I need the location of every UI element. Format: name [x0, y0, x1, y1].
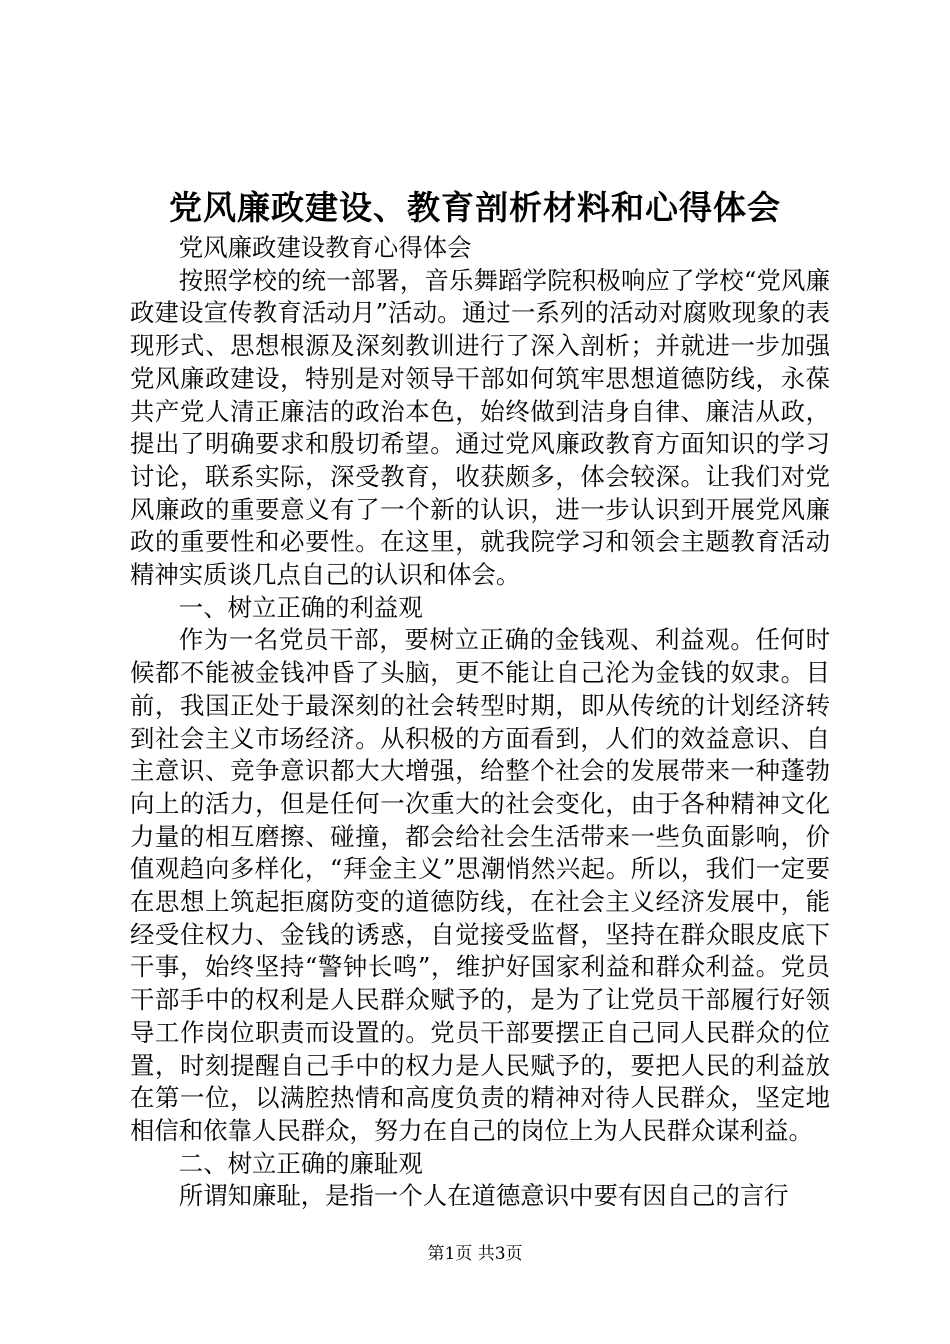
- document-title: 党风廉政建设、教育剖析材料和心得体会: [169, 188, 781, 227]
- paragraph-intro: 按照学校的统一部署，音乐舞蹈学院积极响应了学校“党风廉政建设宣传教育活动月”活动。通过一系列的活动对腐败现象的表现形式、思想根源及深刻教训进行了深入剖析；并就进一步加强党风廉政建设，特别是对领导干部如何筑牢思想道德防线，永葆共产党人清正廉洁的政治本色，始终做到洁身自律、廉洁从政，提出了明确要求和殷切希望。通过党风廉政教育方面知识的学习讨论，联系实际，深受教育，收获颇多，体会较深。让我们对党风廉政的重要意义有了一个新的认识，进一步认识到开展党风廉政的重要性和必要性。在这里，就我院学习和领会主题教育活动精神实质谈几点自己的认识和体会。: [130, 265, 830, 590]
- paragraph-section-2: 所谓知廉耻，是指一个人在道德意识中要有因自己的言行: [178, 1181, 789, 1211]
- page-number-footer: 第1页 共3页: [427, 1244, 523, 1264]
- paragraph-section-1: 作为一名党员干部，要树立正确的金钱观、利益观。任何时候都不能被金钱冲昏了头脑，更不能让自己沦为金钱的奴隶。目前，我国正处于最深刻的社会转型时期，即从传统的计划经济转到社会主义市场经济。从积极的方面看到，人们的效益意识、自主意识、竞争意识都大大增强，给整个社会的发展带来一种蓬勃向上的活力，但是任何一次重大的社会变化，由于各种精神文化力量的相互磨擦、碰撞，都会给社会生活带来一些负面影响，价值观趋向多样化，“拜金主义”思潮悄然兴起。所以，我们一定要在思想上筑起拒腐防变的道德防线，在社会主义经济发展中，能经受住权力、金钱的诱惑，自觉接受监督，坚持在群众眼皮底下干事，始终坚持“警钟长鸣”，维护好国家利益和群众利益。党员干部手中的权利是人民群众赋予的，是为了让党员干部履行好领导工作岗位职责而设置的。党员干部要摆正自己同人民群众的位置，时刻提醒自己手中的权力是人民赋予的，要把人民的利益放在第一位，以满腔热情和高度负责的精神对待人民群众，坚定地相信和依靠人民群众，努力在自己的岗位上为人民群众谋利益。: [130, 625, 830, 1145]
- document-body: [130, 232, 830, 1213]
- section-heading-1: 一、树立正确的利益观: [178, 592, 423, 622]
- section-heading-2: 二、树立正确的廉耻观: [178, 1148, 423, 1178]
- document-subtitle: 党风廉政建设教育心得体会: [178, 233, 472, 262]
